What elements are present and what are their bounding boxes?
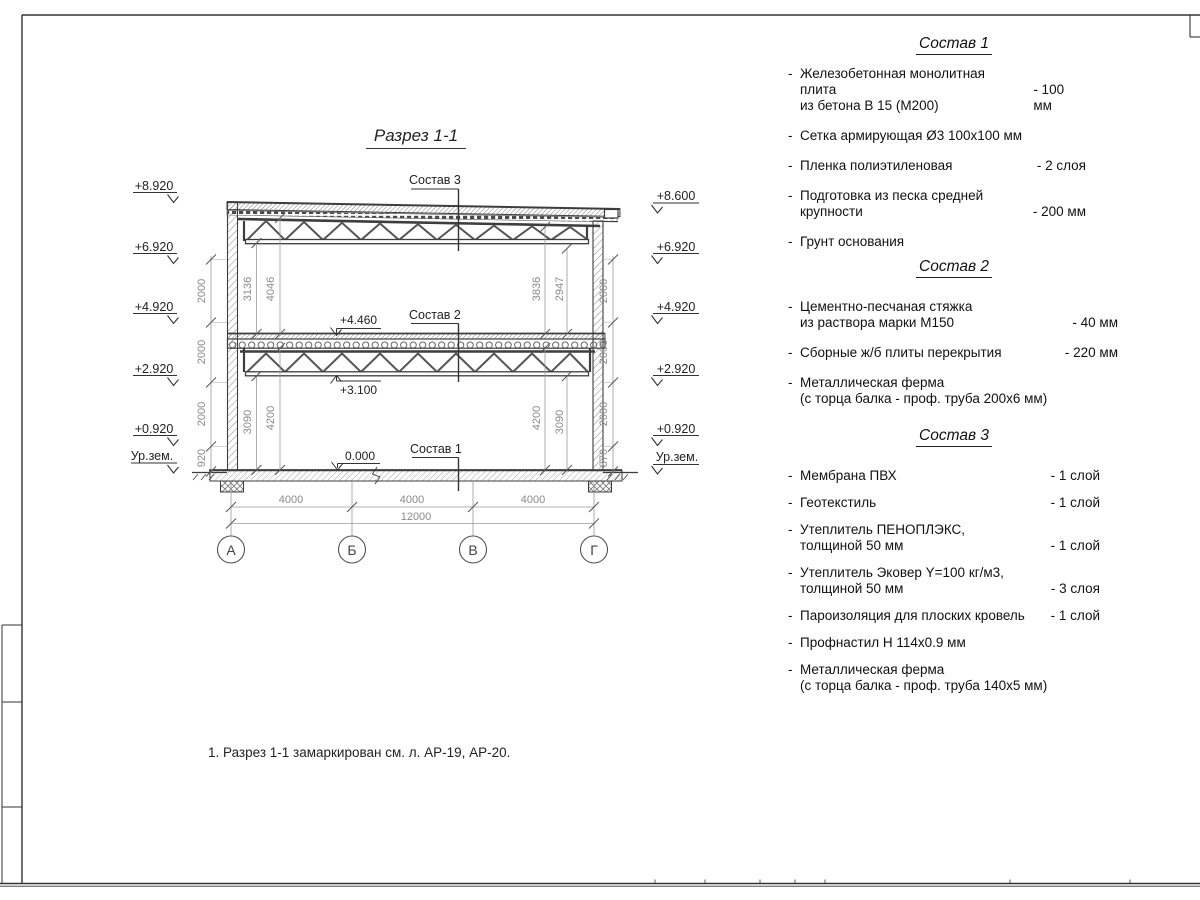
dim-lower-left-1: 4200 bbox=[265, 405, 277, 431]
axis-label-a: А bbox=[226, 542, 236, 558]
floor-truss bbox=[240, 349, 595, 376]
elev-floor-top: +4.460 bbox=[340, 313, 378, 327]
level-left-1: +6.920 bbox=[134, 240, 174, 254]
dim-upper-right-1: 2947 bbox=[554, 276, 566, 302]
axis-label-b: Б bbox=[347, 542, 357, 558]
dim-bottom-0: 4000 bbox=[278, 494, 304, 506]
spec-item: - Сборные ж/б плиты перекрытия - 220 мм bbox=[788, 345, 1118, 360]
spec-section-2-title: Состав 2 bbox=[788, 259, 1120, 275]
spec-item: - Железобетонная монолитная плита из бетона В 15 (М200) - 100 мм bbox=[788, 66, 1065, 113]
chain-left-0: 2000 bbox=[195, 278, 208, 304]
dimension-lines bbox=[211, 218, 613, 536]
elev-truss-bottom: +3.100 bbox=[340, 383, 378, 397]
drawing-title: Разрез 1-1 bbox=[366, 126, 466, 149]
dim-lower-right-1: 3090 bbox=[554, 409, 566, 435]
level-left-5: Ур.зем. bbox=[130, 449, 174, 463]
spec-item: - Утеплитель ПЕНОПЛЭКС, толщиной 50 мм - 1 слой bbox=[788, 522, 1100, 553]
frame-left-boxes bbox=[2, 625, 22, 884]
spec-item: - Сетка армирующая Ø3 100х100 мм bbox=[788, 128, 1023, 143]
spec-item: - Подготовка из песка средней крупности - 200 мм bbox=[788, 188, 1086, 219]
level-left-3: +2.920 bbox=[134, 362, 174, 376]
dim-lower-right-0: 4200 bbox=[531, 405, 543, 431]
foundation-left bbox=[221, 481, 244, 492]
axis-label-v: В bbox=[468, 542, 478, 558]
dim-total: 12000 bbox=[400, 511, 432, 523]
sheet-note: 1. Разрез 1-1 замаркирован см. л. АР-19, АР-20. bbox=[208, 745, 511, 760]
sostav2-label: Состав 2 bbox=[409, 308, 461, 322]
spec-item: - Геотекстиль - 1 слой bbox=[788, 495, 1100, 510]
chain-left-3: 920 bbox=[195, 448, 208, 468]
level-right-3: +2.920 bbox=[656, 362, 696, 376]
spec-section-1-title: Состав 1 bbox=[788, 36, 1120, 52]
dim-upper-right-0: 3836 bbox=[531, 276, 543, 302]
spec-section-3 bbox=[788, 428, 1120, 705]
roof-edge-cap bbox=[605, 210, 619, 219]
spec-item: - Металлическая ферма (с торца балка - проф. труба 140х5 мм) bbox=[788, 662, 1048, 693]
chain-right-2: 2000 bbox=[598, 401, 610, 427]
dim-bottom-1: 4000 bbox=[399, 494, 425, 506]
spec-item: - Пленка полиэтиленовая - 2 слоя bbox=[788, 158, 1086, 173]
chain-right-0: 2000 bbox=[598, 278, 610, 304]
elev-ground: 0.000 bbox=[345, 449, 376, 463]
chain-right-3: 870 bbox=[598, 448, 610, 468]
level-left-0: +8.920 bbox=[134, 179, 174, 193]
level-right-0: +8.600 bbox=[656, 189, 696, 203]
spec-item: - Пароизоляция для плоских кровель - 1 слой bbox=[788, 608, 1100, 623]
axis-label-g: Г bbox=[590, 542, 598, 558]
chain-left-1: 2000 bbox=[195, 339, 208, 365]
dim-upper-left-0: 3136 bbox=[242, 276, 254, 302]
sostav1-label: Состав 1 bbox=[410, 442, 462, 456]
spec-section-2 bbox=[788, 259, 1120, 421]
sostav3-label: Состав 3 bbox=[409, 173, 461, 187]
spec-section-1 bbox=[788, 36, 1120, 264]
level-right-2: +4.920 bbox=[656, 300, 696, 314]
roof-truss bbox=[238, 219, 601, 244]
level-right-5: Ур.зем. bbox=[655, 450, 699, 464]
spec-item: - Мембрана ПВХ - 1 слой bbox=[788, 468, 1100, 483]
level-right-1: +6.920 bbox=[656, 240, 696, 254]
spec-item: - Утеплитель Эковер Y=100 кг/м3, толщиной 50 мм - 3 слоя bbox=[788, 565, 1100, 596]
foundation-right bbox=[589, 481, 612, 492]
level-left-4: +0.920 bbox=[134, 422, 174, 436]
dim-upper-left-1: 4046 bbox=[265, 276, 277, 302]
spec-section-3-title: Состав 3 bbox=[788, 428, 1120, 444]
spec-item: - Профнастил Н 114х0.9 мм bbox=[788, 635, 966, 650]
dim-bottom-2: 4000 bbox=[520, 494, 546, 506]
ground-slab bbox=[210, 471, 622, 482]
chain-right-1: 2000 bbox=[598, 339, 610, 365]
axis-bubbles bbox=[218, 536, 608, 563]
dim-lower-left-0: 3090 bbox=[242, 409, 254, 435]
spec-item: - Грунт основания bbox=[788, 234, 905, 249]
spec-item: - Цементно-песчаная стяжка из раствора марки М150 - 40 мм bbox=[788, 299, 1118, 330]
spec-item: - Металлическая ферма (с торца балка - проф. труба 200х6 мм) bbox=[788, 375, 1048, 406]
level-right-4: +0.920 bbox=[656, 422, 696, 436]
level-left-2: +4.920 bbox=[134, 300, 174, 314]
chain-left-2: 2000 bbox=[195, 401, 208, 427]
